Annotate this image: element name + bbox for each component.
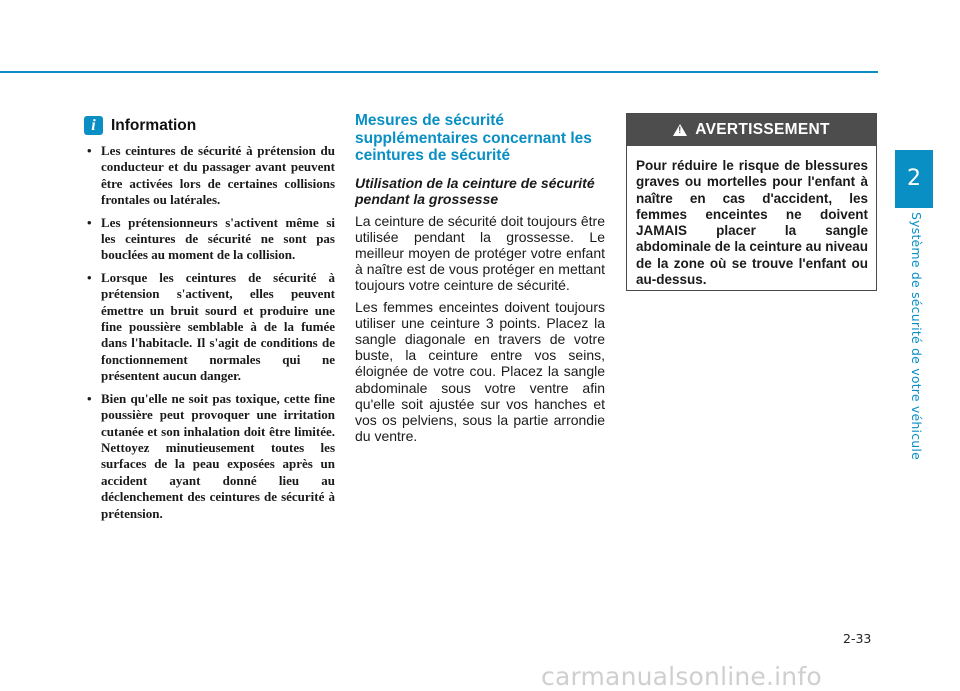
information-title: Information — [111, 116, 197, 134]
warning-text: Pour réduire le risque de blessures graves ou mortelles pour l'enfant à naître en cas d'accident, les femmes enceintes ne doivent JAMAIS placer la sangle abdominale de la ceinture au niveau de la zone où se trouve l'enfant ou au-dessus. — [636, 158, 868, 288]
chapter-tab — [895, 150, 933, 208]
main-section — [355, 112, 605, 449]
warning-title: AVERTISSEMENT — [695, 121, 830, 138]
list-item: • Lorsque les ceintures de sécurité à prétension s'activent, elles peuvent émettre un bruit sourd et produire une fine poussière semblable à de la fumée dans l'habitacle. Il s'agit de conditions de fonctionnement normales qui ne présentent aucun danger. — [84, 270, 335, 385]
warning-header — [627, 114, 876, 146]
chapter-number: 2 — [907, 166, 921, 191]
paragraph: Les femmes enceintes doivent toujours utiliser une ceinture 3 points. Placez la sangle diagonale en travers de votre buste, la ceinture entre vos seins, éloignée de votre cou. Placez la sangle abdominale sous votre ventre afin qu'elle soit ajustée sur vos hanches et vos os pelviens, sous la partie arrondie du ventre. — [355, 298, 605, 445]
chapter-title: Système de sécurité de votre véhicule — [909, 212, 924, 460]
info-icon: i — [84, 116, 103, 135]
watermark: carmanualsonline.info — [541, 662, 822, 691]
list-item: • Les ceintures de sécurité à prétension du conducteur et du passager avant peuvent être activées lors de certaines collisions frontales ou latérales. — [84, 143, 335, 209]
top-rule — [0, 71, 878, 73]
information-list — [84, 143, 335, 522]
information-header — [84, 116, 335, 135]
section-heading: Mesures de sécurité supplémentaires concernant les ceintures de sécurité — [355, 112, 592, 164]
list-item: • Les prétensionneurs s'activent même si les ceintures de sécurité ne sont pas bouclées au moment de la collision. — [84, 215, 335, 264]
information-section — [84, 116, 335, 528]
warning-box — [626, 113, 877, 291]
page-number: 2-33 — [843, 631, 872, 646]
warning-triangle-icon — [673, 124, 687, 136]
paragraph: La ceinture de sécurité doit toujours être utilisée pendant la grossesse. Le meilleur moyen de protéger votre enfant à naître est de vous protéger en mettant toujours votre ceinture de sécurité. — [355, 212, 605, 294]
subsection-heading: Utilisation de la ceinture de sécurité pendant la grossesse — [355, 174, 595, 207]
list-item: • Bien qu'elle ne soit pas toxique, cette fine poussière peut provoquer une irritation cutanée et son inhalation doit être limitée. Nettoyez minutieusement toutes les surfaces de la peau exposées après un accident ayant donné lieu au déclenchement des ceintures de sécurité à prétension. — [84, 391, 335, 522]
